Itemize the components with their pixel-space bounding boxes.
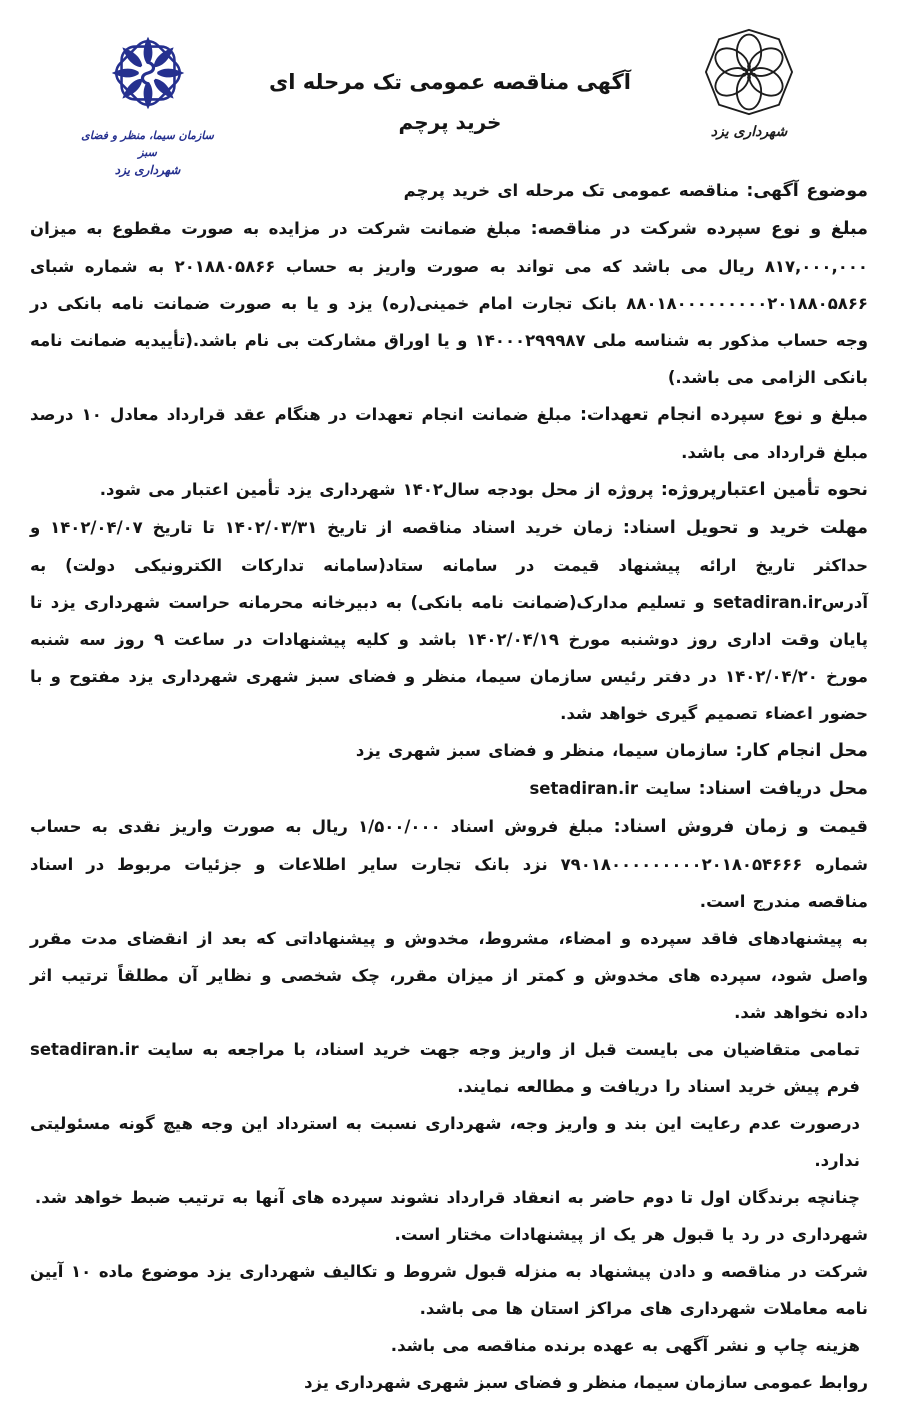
- paragraph-tender-deposit: [30, 210, 868, 396]
- paragraph-winners-forfeit: [30, 1179, 868, 1216]
- paragraph-heading: نحوه تأمین اعتبارپروژه:: [660, 480, 868, 500]
- six-petal-flower-icon: [702, 28, 796, 116]
- announcement-subtitle: خرید پرچم: [398, 110, 502, 134]
- paragraph-municipality-discretion: [30, 1216, 868, 1253]
- paragraph-ad-costs: [30, 1327, 868, 1364]
- paragraph-refund-disclaimer: [30, 1105, 868, 1179]
- paragraph-text: سازمان سیما، منظر و فضای سبز شهری یزد: [355, 741, 736, 760]
- right-logo-caption: شهرداری یزد: [710, 124, 788, 140]
- paragraph-heading: موضوع آگهی:: [746, 181, 868, 201]
- paragraph-docs-price: [30, 808, 868, 920]
- paragraph-heading: محل دریافت اسناد:: [698, 779, 868, 799]
- paragraph-text: و تسلیم مدارک(ضمانت نامه بانکی) به دبیرخانه محرمانه حراست شهرداری یزد تا پایان وقت اداری روز دوشنبه مورخ ۱۴۰۲/۰۴/۱۹ باشد و کلیه پیشنهادات در ساعت ۹ روز سه شنبه مورخ ۱۴۰۲/۰۴/۲۰ در دفتر رئیس سازمان سیما، منظر و فضای سبز شهری شهرداری یزد مفتوح و با حضور اعضاء تصمیم گیری خواهد شد.: [30, 593, 868, 723]
- paragraph-text: شهرداری در رد یا قبول هر یک از پیشنهادات مختار است.: [394, 1225, 868, 1244]
- paragraph-funding-source: [30, 471, 868, 509]
- paragraph-purchase-deadline: [30, 509, 868, 732]
- announcement-title: آگهی مناقصه عمومی تک مرحله ای: [269, 70, 631, 94]
- paragraph-text: مبلغ ضمانت شرکت در مزایده به صورت مقطوع به میزان ۸۱۷,۰۰۰,۰۰۰ ریال می باشد که می تواند به صورت واریز به حساب ۲۰۱۸۸۰۵۸۶۶ به شماره شبای ۸۸۰۱۸۰۰۰۰۰۰۰۰۰۲۰۱۸۸۰۵۸۶۶ بانک تجارت امام خمینی(ره) یزد و یا به صورت ضمانت نامه بانکی در وجه حساب مذکور به شناسه ملی ۱۴۰۰۰۲۹۹۹۸۷ و یا اوراق مشارکت بی نام باشد.(تأییدیه ضمانت نامه بانکی الزامی می باشد.): [30, 219, 868, 387]
- yazd-municipality-logo: [674, 28, 824, 140]
- setadiran-url: setadiran.ir: [713, 593, 822, 612]
- paragraph-text: فرم پیش خرید اسناد را دریافت و مطالعه نمایند.: [457, 1077, 860, 1096]
- paragraph-text: چنانچه برندگان اول تا دوم حاضر به انعقاد قرارداد نشوند سپرده های آنها به ترتیب ضبط خواهد شد.: [34, 1188, 860, 1207]
- paragraph-text: مبلغ فروش اسناد ۱/۵۰۰/۰۰۰ ریال به صورت واریز نقدی به حساب شماره ۷۹۰۱۸۰۰۰۰۰۰۰۰۰۲۰۱۸۰۵۴۶۶۶ نزد بانک تجارت سایر اطلاعات و جزئیات مربوط در اسناد مناقصه مندرج است.: [30, 817, 869, 911]
- document-body: [0, 166, 900, 1401]
- paragraph-text: هزینه چاپ و نشر آگهی به عهده برنده مناقصه می باشد.: [390, 1336, 860, 1355]
- paragraph-text: درصورت عدم رعایت این بند و واریز وجه، شهرداری نسبت به استرداد این وجه هیچ گونه مسئولیتی ندارد.: [30, 1114, 860, 1170]
- paragraph-text: مناقصه عمومی تک مرحله ای خرید پرچم: [403, 181, 747, 200]
- paragraph-text: به پیشنهادهای فاقد سپرده و امضاء، مشروط، مخدوش و پیشنهاداتی که بعد از انقضای مدت مقرر واصل شود، سپرده های مخدوش و کمتر از میزان مقرر، چک شخصی و نظایر آن مطلقاً ترتیب اثر داده نخواهد شد.: [30, 929, 868, 1022]
- signature-line: روابط عمومی سازمان سیما، منظر و فضای سبز شهری شهرداری یزد: [304, 1373, 868, 1392]
- left-logo-municipality-name: شهرداری یزد: [114, 163, 181, 177]
- paragraph-text: سایت: [638, 779, 699, 798]
- left-logo-org-name: سازمان سیما، منظر و فضای سبز: [81, 129, 214, 159]
- paragraph-invalid-offers: [30, 920, 868, 1031]
- paragraph-text: مبلغ ضمانت انجام تعهدات در هنگام عقد قرارداد معادل ۱۰ درصد مبلغ قرارداد می باشد.: [30, 405, 868, 462]
- paragraph-text: تمامی متقاضیان می بایست قبل از واریز وجه جهت خرید اسناد، با مراجعه به سایت: [138, 1040, 860, 1059]
- paragraph-text: شرکت در مناقصه و دادن پیشنهاد به منزله قبول شروط و تکالیف شهرداری یزد موضوع ماده ۱۰ آیین نامه معاملات شهرداری های مراکز استان ها می باشد.: [30, 1262, 868, 1318]
- paragraph-heading: مبلغ و نوع سپرده شرکت در مناقصه:: [530, 219, 868, 239]
- paragraph-heading: مهلت خرید و تحویل اسناد:: [622, 518, 868, 538]
- paragraph-performance-deposit: [30, 396, 868, 471]
- paragraph-heading: محل انجام کار:: [735, 741, 868, 761]
- paragraph-text: زمان خرید اسناد مناقصه از تاریخ ۱۴۰۲/۰۳/۳۱ تا تاریخ ۱۴۰۲/۰۴/۰۷ و حداکثر تاریخ ارائه پیشنهاد قیمت در سامانه ستاد(سامانه تدارکات الکترونیکی دولت) به آدرس: [30, 518, 868, 612]
- setadiran-url: setadiran.ir: [529, 779, 639, 798]
- paragraph-work-location: [30, 732, 868, 770]
- paragraph-heading: قیمت و زمان فروش اسناد:: [613, 817, 869, 837]
- setadiran-url: setadiran.ir: [30, 1040, 139, 1059]
- paragraph-prepurchase-form: [30, 1031, 868, 1105]
- paragraph-docs-location: [30, 770, 868, 808]
- paragraph-terms-acceptance: [30, 1253, 868, 1327]
- paragraph-heading: مبلغ و نوع سپرده انجام تعهدات:: [579, 405, 868, 425]
- paragraph-text: پروژه از محل بودجه سال۱۴۰۲ شهرداری یزد تأمین اعتبار می شود.: [99, 480, 661, 499]
- document-header: [0, 0, 900, 177]
